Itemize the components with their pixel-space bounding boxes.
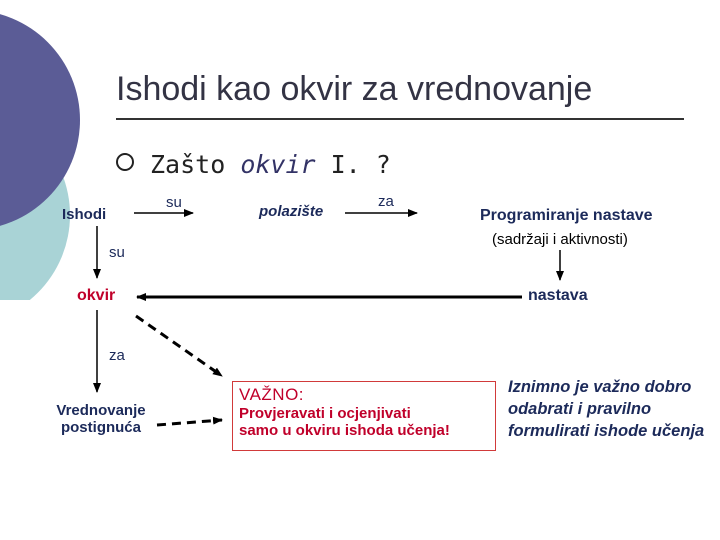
- label-za-2: za: [109, 347, 125, 364]
- node-okvir: okvir: [77, 287, 116, 304]
- label-su-1: su: [166, 194, 182, 211]
- node-programiranje: Programiranje nastave: [480, 207, 653, 224]
- note-text: Iznimno je važno dobro odabrati i pravilno formulirati ishode učenja: [508, 378, 705, 440]
- important-box: [232, 381, 496, 451]
- label-za-1: za: [378, 193, 394, 210]
- important-line1: Provjeravati i ocjenjivati: [239, 405, 411, 422]
- node-vrednovanje: [46, 402, 156, 436]
- node-nastava: nastava: [528, 287, 588, 304]
- dashed-arrow-vrednovanje-vazno: [157, 420, 222, 425]
- node-ishodi: Ishodi: [62, 206, 107, 223]
- dashed-arrow-okvir-vazno: [136, 316, 222, 376]
- node-vrednovanje-line2: postignuća: [60, 419, 141, 436]
- important-heading: VAŽNO:: [239, 385, 305, 404]
- bullet-rest: I. ?: [315, 150, 391, 179]
- slide-title: Ishodi kao okvir za vrednovanje: [116, 70, 593, 108]
- important-line2: samo u okviru ishoda učenja!: [239, 422, 450, 439]
- node-vrednovanje-line1: Vrednovanje: [56, 402, 146, 419]
- bullet-text: Zašto: [150, 150, 241, 179]
- label-su-2: su: [109, 244, 125, 261]
- node-programiranje-sub: (sadržaji i aktivnosti): [492, 231, 628, 248]
- bullet-emphasis: okvir: [240, 150, 316, 179]
- node-polaziste: polazište: [259, 203, 324, 220]
